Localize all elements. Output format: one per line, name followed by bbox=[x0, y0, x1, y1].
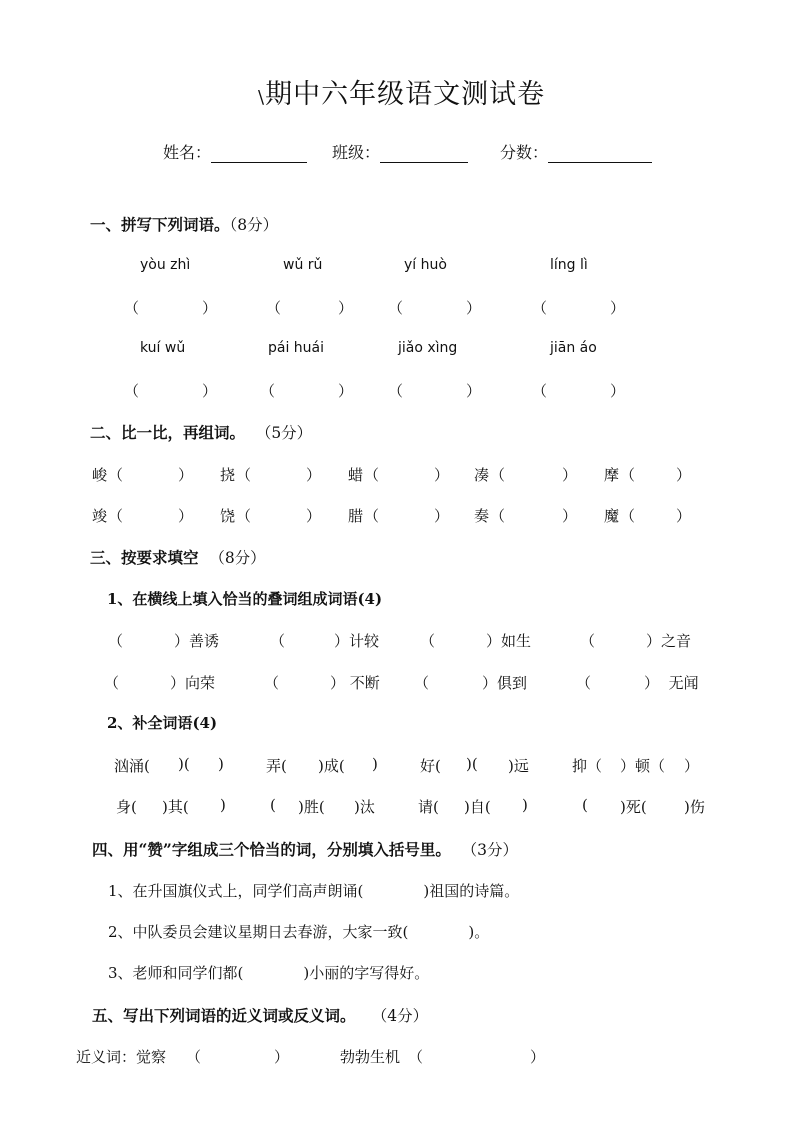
idiom-part: ）顿（ bbox=[620, 757, 666, 775]
paren-close: ） bbox=[610, 299, 626, 317]
section-4-points: （3分） bbox=[461, 841, 519, 859]
paren-close: ） bbox=[306, 466, 322, 484]
score-line[interactable] bbox=[548, 146, 652, 163]
paren-open: （ bbox=[620, 466, 636, 484]
idiom-part: ) bbox=[522, 796, 528, 814]
paren-open: （ bbox=[576, 674, 592, 692]
idiom-part: )伤 bbox=[684, 798, 705, 816]
paren-open: （ bbox=[108, 507, 124, 525]
paren-close: ） bbox=[338, 382, 354, 400]
section-4-title: 四、用“赞”字组成三个恰当的词，分别填入括号里。 bbox=[92, 840, 451, 859]
paren-open: （ bbox=[260, 382, 276, 400]
compare-char: 摩 bbox=[604, 466, 620, 484]
name-label: 姓名： bbox=[163, 143, 212, 162]
section-5-heading bbox=[92, 1004, 428, 1026]
fill-word: ）计较 bbox=[334, 632, 380, 650]
pinyin-item: pái huái bbox=[268, 340, 325, 356]
paren-open: （ bbox=[124, 382, 140, 400]
paren-open: （ bbox=[420, 632, 436, 650]
class-label: 班级： bbox=[332, 143, 381, 162]
compare-char: 魔 bbox=[604, 507, 620, 525]
synonym-word: 勃勃生机 bbox=[340, 1048, 401, 1066]
fill-word: ）之音 bbox=[646, 632, 692, 650]
paren-open: （ bbox=[388, 382, 404, 400]
fill-word: ）俱到 bbox=[482, 674, 528, 692]
paren-close: ） bbox=[178, 466, 194, 484]
paren-close: ） bbox=[562, 466, 578, 484]
paren-open: （ bbox=[236, 507, 252, 525]
paren-open: （ bbox=[108, 466, 124, 484]
page-title bbox=[258, 72, 545, 111]
paren-open: （ bbox=[408, 1048, 424, 1066]
section-5-points: （4分） bbox=[371, 1007, 429, 1025]
name-field[interactable] bbox=[163, 140, 307, 163]
paren-open: （ bbox=[414, 674, 430, 692]
idiom-part: ) bbox=[372, 755, 378, 773]
section-1-heading bbox=[90, 213, 278, 235]
subquestion-1-title: 1、在横线上填入恰当的叠词组成词语(4) bbox=[107, 590, 383, 608]
paren-close: ） bbox=[178, 507, 194, 525]
score-field[interactable] bbox=[500, 140, 652, 163]
fill-word: ）向荣 bbox=[170, 674, 216, 692]
paren-close: ） bbox=[202, 299, 218, 317]
idiom-part: )成( bbox=[318, 757, 345, 775]
idiom-part: )( bbox=[466, 755, 478, 773]
idiom-part: ) bbox=[220, 796, 226, 814]
question-4-1: 1、在升国旗仪式上，同学们高声朗诵( )祖国的诗篇。 bbox=[108, 882, 520, 900]
paren-close: ） bbox=[434, 466, 450, 484]
idiom-part: ) bbox=[218, 755, 224, 773]
idiom-part: 好( bbox=[420, 757, 441, 775]
section-2-title: 二、比一比，再组词。 bbox=[90, 423, 246, 442]
paren-close: ） bbox=[338, 299, 354, 317]
compare-char: 奏 bbox=[474, 507, 490, 525]
title-text: 期中六年级语文测试卷 bbox=[265, 79, 546, 110]
paren-open: （ bbox=[104, 674, 120, 692]
paren-open: （ bbox=[236, 466, 252, 484]
compare-char: 竣 bbox=[92, 507, 108, 525]
question-4-3: 3、老师和同学们都( )小丽的字写得好。 bbox=[108, 964, 430, 982]
compare-char: 凑 bbox=[474, 466, 490, 484]
score-label: 分数： bbox=[500, 143, 549, 162]
paren-close: ） bbox=[306, 507, 322, 525]
compare-char: 峻 bbox=[92, 466, 108, 484]
paren-close: ） bbox=[530, 1048, 546, 1066]
paren-open: （ bbox=[186, 1048, 202, 1066]
paren-open: （ bbox=[266, 299, 282, 317]
paren-open: （ bbox=[108, 632, 124, 650]
fill-word: ）如生 bbox=[486, 632, 532, 650]
pinyin-item: yí huò bbox=[404, 257, 447, 273]
compare-char: 饶 bbox=[220, 507, 236, 525]
name-line[interactable] bbox=[211, 146, 307, 163]
section-2-points: （5分） bbox=[255, 424, 313, 442]
section-2-heading bbox=[90, 421, 312, 443]
title-prefix: \ bbox=[258, 87, 266, 108]
idiom-part: )自( bbox=[464, 798, 491, 816]
section-3-points: （8分） bbox=[209, 549, 266, 567]
idiom-part: ( bbox=[270, 796, 276, 814]
idiom-part: )远 bbox=[508, 757, 529, 775]
idiom-part: 请( bbox=[418, 798, 439, 816]
subquestion-2-title: 2、补全词语(4) bbox=[107, 714, 218, 732]
fill-word: ） 不断 bbox=[330, 674, 380, 692]
section-5-title: 五、写出下列词语的近义词或反义词。 bbox=[92, 1006, 356, 1025]
idiom-part: ( bbox=[582, 796, 588, 814]
synonym-label: 近义词： bbox=[76, 1048, 137, 1066]
paren-open: （ bbox=[490, 507, 506, 525]
compare-char: 蜡 bbox=[348, 466, 364, 484]
fill-word: ） 无闻 bbox=[644, 674, 699, 692]
section-1-title: 一、拼写下列词语。 bbox=[90, 215, 230, 234]
paren-open: （ bbox=[264, 674, 280, 692]
paren-open: （ bbox=[270, 632, 286, 650]
synonym-word: 觉察 bbox=[136, 1048, 167, 1066]
pinyin-item: yòu zhì bbox=[140, 257, 191, 273]
idiom-part: 汹涌( bbox=[114, 757, 150, 775]
idiom-part: )其( bbox=[162, 798, 189, 816]
paren-open: （ bbox=[532, 382, 548, 400]
pinyin-item: jiǎo xìng bbox=[398, 340, 458, 356]
paren-close: ） bbox=[274, 1048, 290, 1066]
paren-close: ） bbox=[202, 382, 218, 400]
pinyin-item: jiān áo bbox=[550, 340, 597, 356]
section-3-title: 三、按要求填空 bbox=[90, 548, 199, 567]
paren-open: （ bbox=[532, 299, 548, 317]
class-field[interactable] bbox=[332, 140, 468, 163]
paren-open: （ bbox=[620, 507, 636, 525]
paren-close: ） bbox=[466, 382, 482, 400]
paren-open: （ bbox=[388, 299, 404, 317]
paren-close: ） bbox=[676, 507, 692, 525]
idiom-part: )胜( bbox=[298, 798, 325, 816]
idiom-part: )( bbox=[178, 755, 190, 773]
paren-open: （ bbox=[580, 632, 596, 650]
pinyin-item: kuí wǔ bbox=[140, 340, 186, 356]
fill-word: ）善诱 bbox=[174, 632, 220, 650]
class-line[interactable] bbox=[380, 146, 468, 163]
section-1-points: （8分） bbox=[229, 216, 279, 234]
pinyin-item: líng lì bbox=[550, 257, 588, 273]
synonym-item-1 bbox=[76, 1046, 166, 1067]
idiom-part: ） bbox=[684, 757, 700, 775]
idiom-part: 弄( bbox=[266, 757, 287, 775]
paren-close: ） bbox=[466, 299, 482, 317]
idiom-part: 抑（ bbox=[572, 757, 603, 775]
paren-open: （ bbox=[364, 507, 380, 525]
question-4-2: 2、中队委员会建议星期日去春游，大家一致( )。 bbox=[108, 923, 490, 941]
paren-open: （ bbox=[490, 466, 506, 484]
paren-open: （ bbox=[124, 299, 140, 317]
pinyin-item: wǔ rǔ bbox=[283, 257, 323, 273]
idiom-part: 身( bbox=[116, 798, 137, 816]
section-3-heading bbox=[90, 546, 266, 568]
paren-open: （ bbox=[364, 466, 380, 484]
paren-close: ） bbox=[610, 382, 626, 400]
idiom-part: )汰 bbox=[354, 798, 375, 816]
paren-close: ） bbox=[434, 507, 450, 525]
paren-close: ） bbox=[676, 466, 692, 484]
compare-char: 挠 bbox=[220, 466, 236, 484]
idiom-part: )死( bbox=[620, 798, 647, 816]
compare-char: 腊 bbox=[348, 507, 364, 525]
section-4-heading bbox=[92, 838, 518, 860]
paren-close: ） bbox=[562, 507, 578, 525]
